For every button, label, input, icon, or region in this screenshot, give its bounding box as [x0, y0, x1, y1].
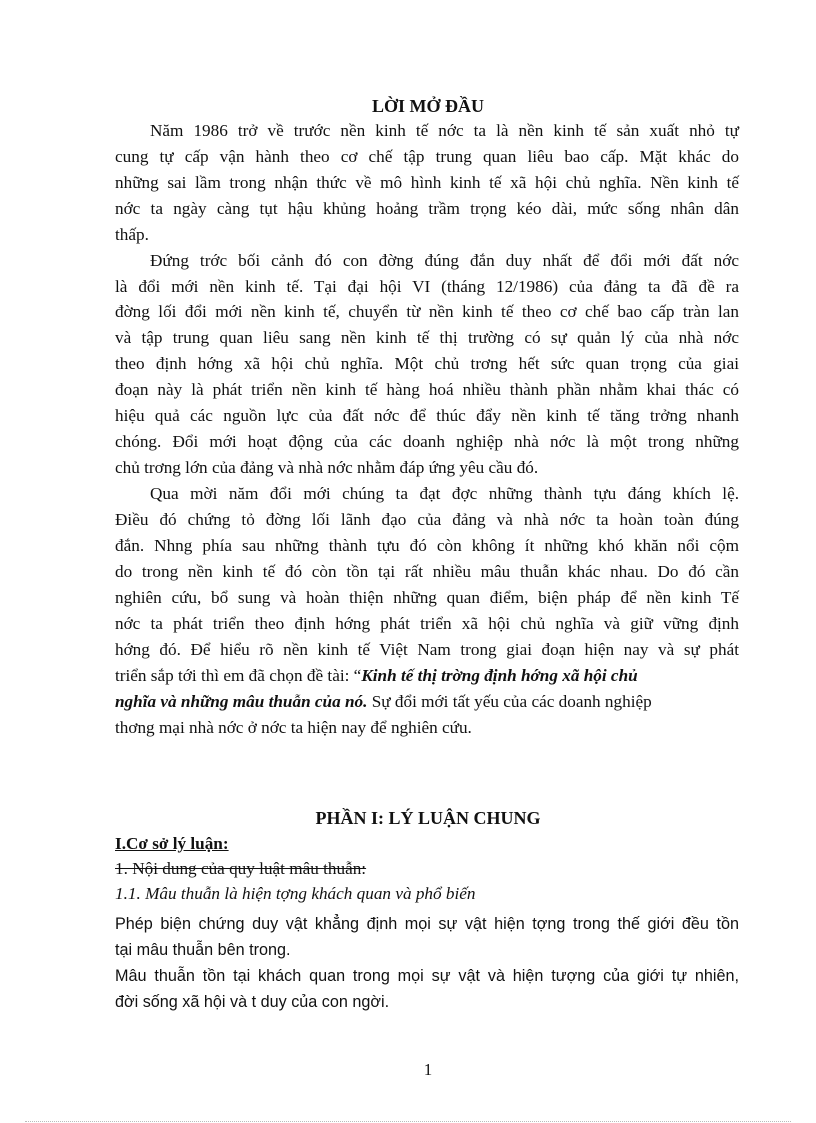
intro-line: chóng. Đổi mới hoạt động của các doanh nghiệp nhà nớc là một trong những — [115, 432, 739, 451]
page-number: 1 — [423, 1060, 433, 1079]
intro-line: hớng đó. Để hiểu rõ nền kinh tế Việt Nam trong giai đoạn hiện nay và sự phát — [115, 640, 739, 659]
intro-line: nớc ta ngày càng tụt hậu khủng hoảng trầm trọng kéo dài, mức sống nhân dân — [115, 199, 739, 218]
intro-line: Điều đó chứng tỏ đờng lối lãnh đạo của đảng và nhà nớc ta hoàn toàn đúng — [115, 510, 739, 529]
intro-line: những sai lầm trong nhận thức về mô hình kinh tế xã hội chủ nghĩa. Nền kinh tế — [115, 173, 739, 192]
intro-line: hiệu quả các nguồn lực của đất nớc để thúc đẩy nền kinh tế tăng trởng nhanh — [115, 406, 739, 425]
intro-line: thấp. — [115, 225, 149, 244]
topic-title: Kinh tế thị trờng định hớng xã hội chủ — [361, 666, 638, 685]
intro-line: cung tự cấp vận hành theo cơ chế tập trung quan liêu bao cấp. Mặt khác do — [115, 147, 739, 166]
page-title: LỜI MỞ ĐẦU — [372, 96, 484, 116]
intro-line: nghiên cứu, bổ sung và hoàn thiện những quan điểm, biện pháp để nền kinh Tế — [115, 588, 739, 607]
intro-line: đờng lối đổi mới nền kinh tế, chuyển từ nền kinh tế theo cơ chế bao cấp tràn lan — [115, 302, 739, 321]
topic-rest: Sự đổi mới tất yếu của các doanh nghiệp — [367, 692, 652, 711]
intro-line: nớc ta phát triển theo định hớng phát triển xã hội chủ nghĩa và giữ vững định — [115, 614, 739, 633]
intro-line: chủ trơng lớn của đảng và nhà nớc nhằm đáp ứng yêu cầu đó. — [115, 458, 539, 477]
subsub-heading: 1.1. Mâu thuẫn là hiện tợng khách quan và phổ biến — [115, 884, 476, 903]
body-line: tại mâu thuẫn bên trong. — [115, 941, 291, 959]
subsection-heading: 1. Nội dung của quy luật mâu thuẫn: — [115, 859, 367, 878]
intro-line: thơng mại nhà nớc ở nớc ta hiện nay để nghiên cứu. — [115, 718, 472, 737]
body-line: Phép biện chứng duy vật khẳng định mọi sự vật hiện tợng trong thế giới đều tồn — [115, 915, 739, 933]
intro-line: Đứng trớc bối cảnh đó con đờng đúng đắn duy nhất để đổi mới đất nớc — [150, 251, 739, 270]
intro-line: đắn. Nhng phía sau những thành tựu đó còn không ít những khó khăn nổi cộm — [115, 536, 739, 555]
intro-line: đoạn này là phát triển nền kinh tế hàng hoá nhiều thành phần nhằm khai thác có — [115, 380, 739, 399]
intro-line: do trong nền kinh tế đó còn tồn tại rất nhiều mâu thuẫn khác nhau. Do đó cần — [115, 562, 739, 581]
body-line: Mâu thuẫn tồn tại khách quan trong mọi sự vật và hiện tượng của giới tự nhiên, — [115, 967, 739, 985]
topic-line — [115, 692, 739, 712]
section-heading: I.Cơ sở lý luận: — [115, 834, 229, 853]
page-bottom-divider — [25, 1121, 791, 1122]
topic-line — [115, 666, 739, 686]
intro-line: theo định hớng xã hội chủ nghĩa. Một chủ trơng hết sức quan trọng của giai — [115, 354, 739, 373]
body-line: đời sống xã hội và t duy của con ngời. — [115, 993, 390, 1011]
intro-line: Qua mời năm đổi mới chúng ta đạt đợc những thành tựu đáng khích lệ. — [150, 484, 739, 503]
topic-title-cont: nghĩa và những mâu thuẫn của nó. — [115, 692, 368, 711]
topic-prefix: triển sắp tới thì em đã chọn đề tài: “ — [115, 666, 362, 685]
part-heading: PHẦN I: LÝ LUẬN CHUNG — [315, 808, 541, 828]
intro-line: là đổi mới nền kinh tế. Tại đại hội VI (tháng 12/1986) của đảng ta đã đề ra — [115, 277, 739, 296]
intro-line: Năm 1986 trở về trước nền kinh tế nớc ta là nền kinh tế sản xuất nhỏ tự — [150, 121, 739, 140]
intro-line: và tập trung quan liêu sang nền kinh tế thị trường có sự quản lý của nhà nớc — [115, 328, 739, 347]
